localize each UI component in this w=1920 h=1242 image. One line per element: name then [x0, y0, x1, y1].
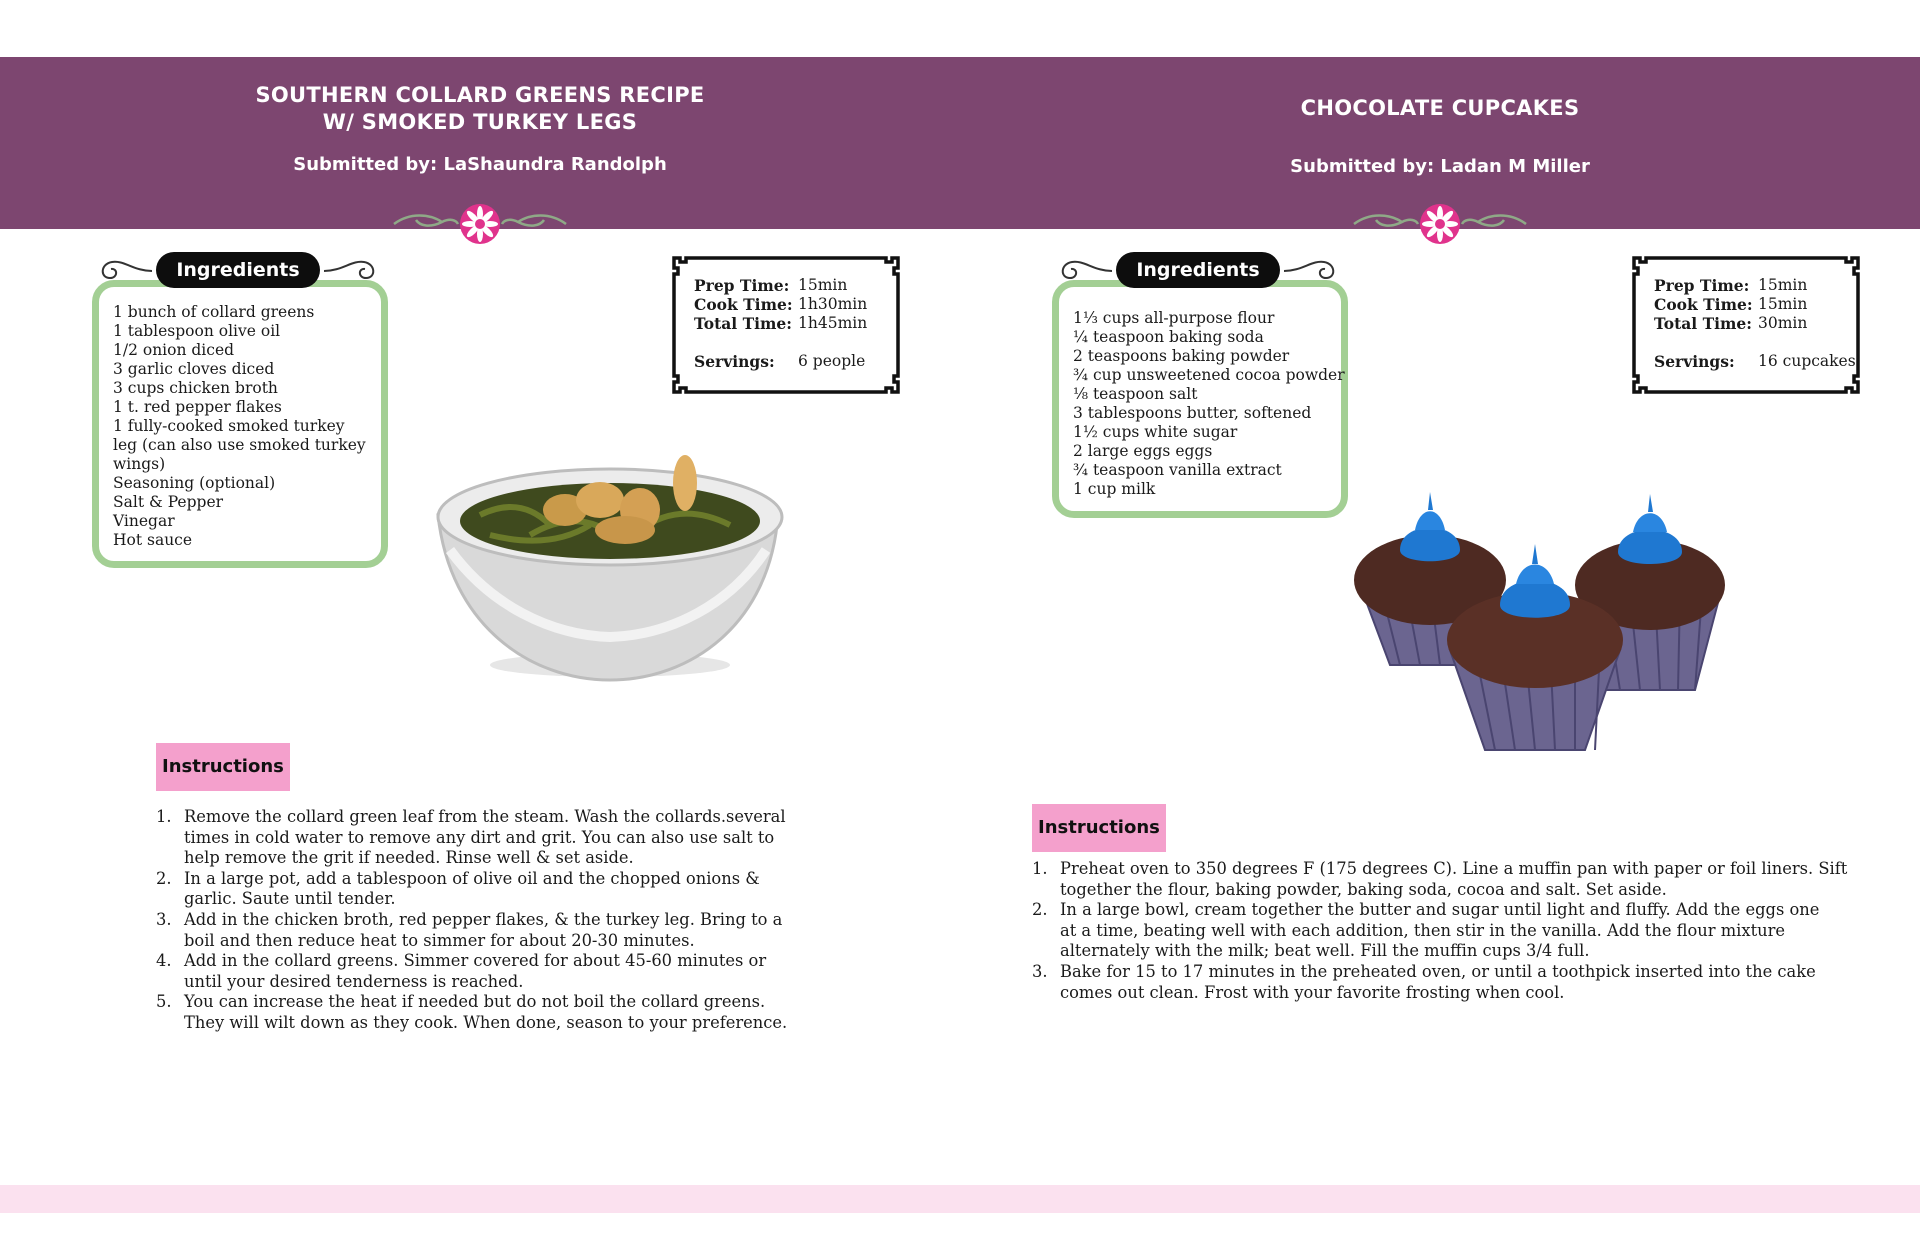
step-number: 2.: [1032, 900, 1048, 920]
step-text: [1060, 962, 1816, 1003]
cook-time-label: Cook Time:: [694, 295, 793, 314]
ingredient-item: Salt & Pepper: [113, 493, 224, 511]
step-text: [1060, 859, 1847, 900]
prep-time-label: Prep Time:: [1654, 276, 1750, 295]
cook-time-value: 1h30min: [798, 295, 868, 313]
ingredients-label: Ingredients: [1116, 252, 1280, 288]
ingredient-item: ⅛ teaspoon salt: [1073, 385, 1198, 403]
instruction-step: [1032, 859, 1872, 900]
step-text: [184, 869, 760, 910]
step-text-line: help remove the grit if needed. Rinse well & set aside.: [184, 848, 634, 868]
instructions-list: [1032, 859, 1872, 1003]
ingredient-item: ¾ cup unsweetened cocoa powder: [1073, 366, 1345, 384]
step-text-line: Preheat oven to 350 degrees F (175 degrees C). Line a muffin pan with paper or foil liners. Sift: [1060, 859, 1848, 878]
step-text-line: In a large pot, add a tablespoon of olive oil and the chopped onions &: [184, 868, 760, 888]
time-info: [1654, 276, 1856, 371]
ingredients-list: [113, 303, 366, 550]
submitted-by: Submitted by: LaShaundra Randolph: [293, 154, 667, 175]
ingredient-item: Vinegar: [113, 512, 175, 530]
servings-value: 16 cupcakes: [1758, 352, 1856, 370]
step-text: [184, 910, 782, 951]
step-text: [184, 807, 786, 869]
ingredient-item: ¼ teaspoon baking soda: [1073, 328, 1264, 346]
ingredient-item: 3 garlic cloves diced: [113, 360, 275, 378]
ingredient-item: 3 tablespoons butter, softened: [1073, 404, 1312, 422]
instruction-step: [156, 869, 796, 910]
ingredient-item: 1 cup milk: [1073, 480, 1156, 498]
time-info-box: [670, 254, 902, 396]
ingredients-label: Ingredients: [156, 252, 320, 288]
step-text-line: together the flour, baking powder, baking soda, cocoa and salt. Set aside.: [1060, 879, 1667, 899]
time-info: [694, 276, 867, 371]
step-text: [184, 951, 766, 992]
prep-time-value: 15min: [1758, 276, 1808, 294]
step-text: [1060, 900, 1819, 962]
chocolate-cupcakes-icon: [1350, 480, 1740, 760]
ingredients-list: [1073, 309, 1345, 499]
time-info-box: [1630, 254, 1862, 396]
prep-time-label: Prep Time:: [694, 276, 790, 295]
ingredient-item: wings): [113, 455, 166, 473]
step-text-line: Add in the chicken broth, red pepper flakes, & the turkey leg. Bring to a: [184, 909, 783, 929]
step-text-line: until your desired tenderness is reached.: [184, 971, 524, 991]
ingredients-box: [1052, 280, 1348, 518]
ingredient-item: 1 fully-cooked smoked turkey: [113, 417, 345, 435]
ingredient-item: 2 large eggs eggs: [1073, 442, 1213, 460]
step-text-line: Remove the collard green leaf from the steam. Wash the collards.several: [184, 807, 786, 826]
servings-label: Servings:: [1654, 352, 1735, 371]
recipe-title-line-1: SOUTHERN COLLARD GREENS RECIPE: [255, 83, 705, 107]
step-text-line: You can increase the heat if needed but do not boil the collard greens.: [184, 992, 766, 1012]
step-number: 3.: [1032, 961, 1048, 981]
instructions-list: [156, 807, 796, 1034]
step-text-line: at a time, beating well with each addition, then stir in the vanilla. Add the flour mixture: [1060, 920, 1786, 940]
total-time-label: Total Time:: [694, 314, 792, 333]
ingredient-item: 1/2 onion diced: [113, 341, 235, 359]
recipe-title-line-2: W/ SMOKED TURKEY LEGS: [322, 110, 638, 134]
step-text: [184, 992, 787, 1033]
ingredient-item: 1⅓ cups all-purpose flour: [1073, 309, 1275, 327]
ingredient-item: leg (can also use smoked turkey: [113, 436, 366, 454]
ingredient-item: Hot sauce: [113, 531, 193, 549]
total-time-value: 1h45min: [798, 314, 868, 332]
step-text-line: They will wilt down as they cook. When done, season to your preference.: [184, 1012, 788, 1032]
step-text-line: In a large bowl, cream together the butter and sugar until light and fluffy. Add the eggs one: [1060, 900, 1820, 920]
ingredient-item: 1 t. red pepper flakes: [113, 398, 282, 416]
step-text-line: Bake for 15 to 17 minutes in the preheated oven, or until a toothpick inserted into the cake: [1060, 961, 1816, 981]
instruction-step: [156, 807, 796, 869]
instruction-step: [156, 992, 796, 1033]
step-number: 1.: [1032, 859, 1048, 878]
flower-flourish-icon: [390, 198, 570, 248]
instructions-label: Instructions: [156, 743, 290, 791]
step-text-line: alternately with the milk; beat well. Fill the muffin cups 3/4 full.: [1060, 941, 1590, 961]
servings-label: Servings:: [694, 352, 775, 371]
step-number: 4.: [156, 951, 172, 971]
step-text-line: Add in the collard greens. Simmer covered for about 45-60 minutes or: [184, 951, 767, 971]
recipe-page-chocolate-cupcakes: [960, 0, 1920, 1242]
cook-time-label: Cook Time:: [1654, 295, 1753, 314]
instructions-label: Instructions: [1032, 804, 1166, 852]
cook-time-value: 15min: [1758, 295, 1808, 313]
ingredient-item: ¾ teaspoon vanilla extract: [1073, 461, 1282, 479]
step-text-line: garlic. Saute until tender.: [184, 889, 396, 909]
recipe-title: [0, 82, 960, 136]
step-text-line: comes out clean. Frost with your favorite frosting when cool.: [1060, 982, 1565, 1002]
ingredients-box: [92, 280, 388, 568]
instruction-step: [1032, 900, 1872, 962]
ingredient-item: 2 teaspoons baking powder: [1073, 347, 1290, 365]
total-time-value: 30min: [1758, 314, 1808, 332]
step-number: 2.: [156, 868, 172, 888]
instruction-step: [156, 951, 796, 992]
ingredient-item: 1 bunch of collard greens: [113, 303, 315, 321]
flower-flourish-icon: [1350, 198, 1530, 248]
step-number: 5.: [156, 992, 172, 1012]
collard-greens-bowl-icon: [430, 455, 790, 685]
ingredient-item: 1½ cups white sugar: [1073, 423, 1238, 441]
ingredient-item: Seasoning (optional): [113, 474, 276, 492]
step-number: 3.: [156, 909, 172, 929]
submitted-by: Submitted by: Ladan M Miller: [1290, 156, 1590, 177]
step-text-line: times in cold water to remove any dirt and grit. You can also use salt to: [184, 827, 775, 847]
servings-value: 6 people: [798, 352, 866, 370]
instruction-step: [156, 910, 796, 951]
total-time-label: Total Time:: [1654, 314, 1752, 333]
prep-time-value: 15min: [798, 276, 848, 294]
ingredient-item: 1 tablespoon olive oil: [113, 322, 281, 340]
ingredient-item: 3 cups chicken broth: [113, 379, 278, 397]
step-text-line: boil and then reduce heat to simmer for about 20-30 minutes.: [184, 930, 695, 950]
step-number: 1.: [156, 807, 172, 826]
recipe-title: CHOCOLATE CUPCAKES: [1300, 96, 1580, 120]
instruction-step: [1032, 962, 1872, 1003]
